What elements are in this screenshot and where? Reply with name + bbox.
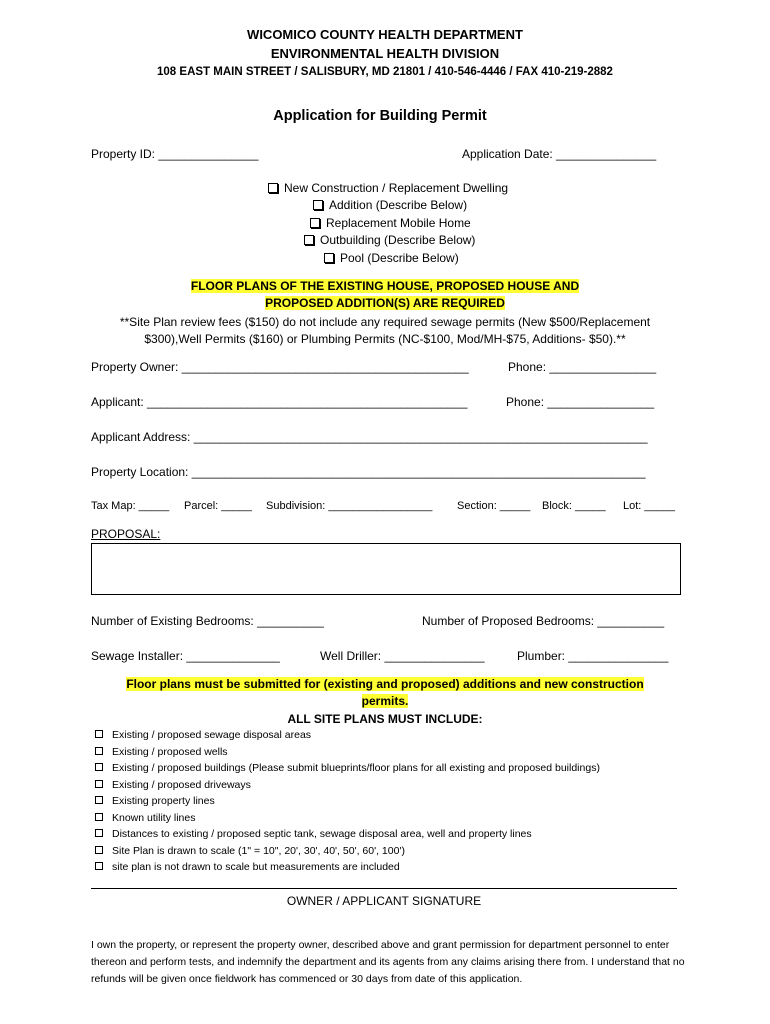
block-field[interactable]: Block: _____ [542, 500, 606, 512]
tax-map-field[interactable]: Tax Map: _____ [91, 500, 170, 512]
site-plan-item[interactable]: Existing / proposed wells [95, 746, 228, 758]
checkbox-icon[interactable] [95, 780, 103, 788]
checkbox-label: Pool (Describe Below) [340, 251, 459, 265]
checkbox-outbuilding[interactable] [304, 233, 475, 247]
checkbox-icon[interactable] [95, 763, 103, 771]
floor-plans-required-notice: FLOOR PLANS OF THE EXISTING HOUSE, PROPOSED HOUSE AND [190, 279, 580, 293]
form-title: Application for Building Permit [273, 108, 487, 124]
proposed-bedrooms-field[interactable]: Number of Proposed Bedrooms: __________ [422, 614, 665, 628]
site-plan-item[interactable]: Distances to existing / proposed septic tank, sewage disposal area, well and property lines [95, 828, 532, 840]
well-driller-field[interactable]: Well Driller: _______________ [320, 649, 485, 663]
site-plan-item[interactable]: Existing / proposed buildings (Please submit blueprints/floor plans for all existing and proposed buildings) [95, 762, 600, 774]
checkbox-label: Outbuilding (Describe Below) [320, 233, 476, 247]
site-plan-item[interactable]: site plan is not drawn to scale but measurements are included [95, 861, 400, 873]
checkbox-replacement-mobile-home[interactable] [310, 216, 471, 230]
checkbox-new-construction[interactable] [268, 181, 508, 195]
proposal-textbox[interactable] [91, 543, 681, 595]
property-location-field[interactable]: Property Location: ____________________________________________________________________ [91, 465, 646, 479]
department-name: WICOMICO COUNTY HEALTH DEPARTMENT [247, 27, 523, 42]
floor-plans-submission-notice: Floor plans must be submitted for (existing and proposed) additions and new construction [126, 677, 644, 691]
plumber-field[interactable]: Plumber: _______________ [517, 649, 669, 663]
checkbox-icon[interactable] [95, 829, 103, 837]
checkbox-icon[interactable] [95, 730, 103, 738]
site-plan-item[interactable]: Known utility lines [95, 812, 195, 824]
section-field[interactable]: Section: _____ [457, 500, 531, 512]
subdivision-field[interactable]: Subdivision: _________________ [266, 500, 433, 512]
owner-phone-field[interactable]: Phone: ________________ [508, 360, 657, 374]
checkbox-icon[interactable] [324, 253, 334, 263]
fees-notice: **Site Plan review fees ($150) do not include any required sewage permits (New $500/Replacement [119, 315, 651, 329]
sewage-installer-field[interactable]: Sewage Installer: ______________ [91, 649, 280, 663]
lot-field[interactable]: Lot: _____ [623, 500, 675, 512]
checkbox-icon[interactable] [95, 846, 103, 854]
checkbox-label: Replacement Mobile Home [326, 216, 471, 230]
proposal-label: PROPOSAL: [91, 527, 161, 541]
property-owner-field[interactable]: Property Owner: ___________________________________________ [91, 360, 469, 374]
checkbox-pool[interactable] [324, 251, 459, 265]
checkbox-icon[interactable] [95, 796, 103, 804]
checkbox-icon[interactable] [95, 813, 103, 821]
site-plan-item[interactable]: Existing property lines [95, 795, 215, 807]
checkbox-icon[interactable] [95, 747, 103, 755]
checkbox-icon[interactable] [95, 862, 103, 870]
checkbox-icon[interactable] [304, 235, 314, 245]
site-plan-item[interactable]: Existing / proposed sewage disposal areas [95, 729, 311, 741]
site-plans-heading: ALL SITE PLANS MUST INCLUDE: [287, 712, 483, 726]
checkbox-label: New Construction / Replacement Dwelling [284, 181, 509, 195]
department-address: 108 EAST MAIN STREET / SALISBURY, MD 21801 / 410-546-4446 / FAX 410-219-2882 [157, 66, 613, 78]
applicant-address-field[interactable]: Applicant Address: ____________________________________________________________________ [91, 430, 648, 444]
checkbox-icon[interactable] [313, 200, 323, 210]
parcel-field[interactable]: Parcel: _____ [184, 500, 252, 512]
existing-bedrooms-field[interactable]: Number of Existing Bedrooms: __________ [91, 614, 324, 628]
applicant-phone-field[interactable]: Phone: ________________ [506, 395, 655, 409]
authorization-statement: I own the property, or represent the property owner, described above and grant permission for department personnel to enter thereon and perform tests, and indemnify the department and its agents from any claims arising there from. I understand that no refunds will be given once fieldwork has commenced or 30 days from date of this application. [91, 939, 685, 985]
signature-label: OWNER / APPLICANT SIGNATURE [286, 894, 482, 908]
floor-plans-required-notice-line2: PROPOSED ADDITION(S) ARE REQUIRED [265, 296, 505, 310]
floor-plans-submission-notice-line2: permits. [361, 694, 409, 708]
division-name: ENVIRONMENTAL HEALTH DIVISION [270, 46, 500, 61]
checkbox-addition[interactable] [313, 198, 467, 212]
checkbox-icon[interactable] [268, 183, 278, 193]
site-plan-item[interactable]: Site Plan is drawn to scale (1" = 10", 20', 30', 40', 50', 60', 100') [95, 845, 405, 857]
checkbox-icon[interactable] [310, 218, 320, 228]
application-date-field[interactable]: Application Date: _______________ [462, 147, 657, 161]
applicant-field[interactable]: Applicant: ________________________________________________ [91, 395, 468, 409]
checkbox-label: Addition (Describe Below) [329, 198, 468, 212]
fees-notice-line2: $300),Well Permits ($160) or Plumbing Permits (NC-$100, Mod/MH-$75, Additions- $50).** [144, 332, 626, 346]
site-plan-item[interactable]: Existing / proposed driveways [95, 779, 251, 791]
signature-line[interactable] [91, 888, 677, 889]
property-id-field[interactable]: Property ID: _______________ [91, 147, 259, 161]
